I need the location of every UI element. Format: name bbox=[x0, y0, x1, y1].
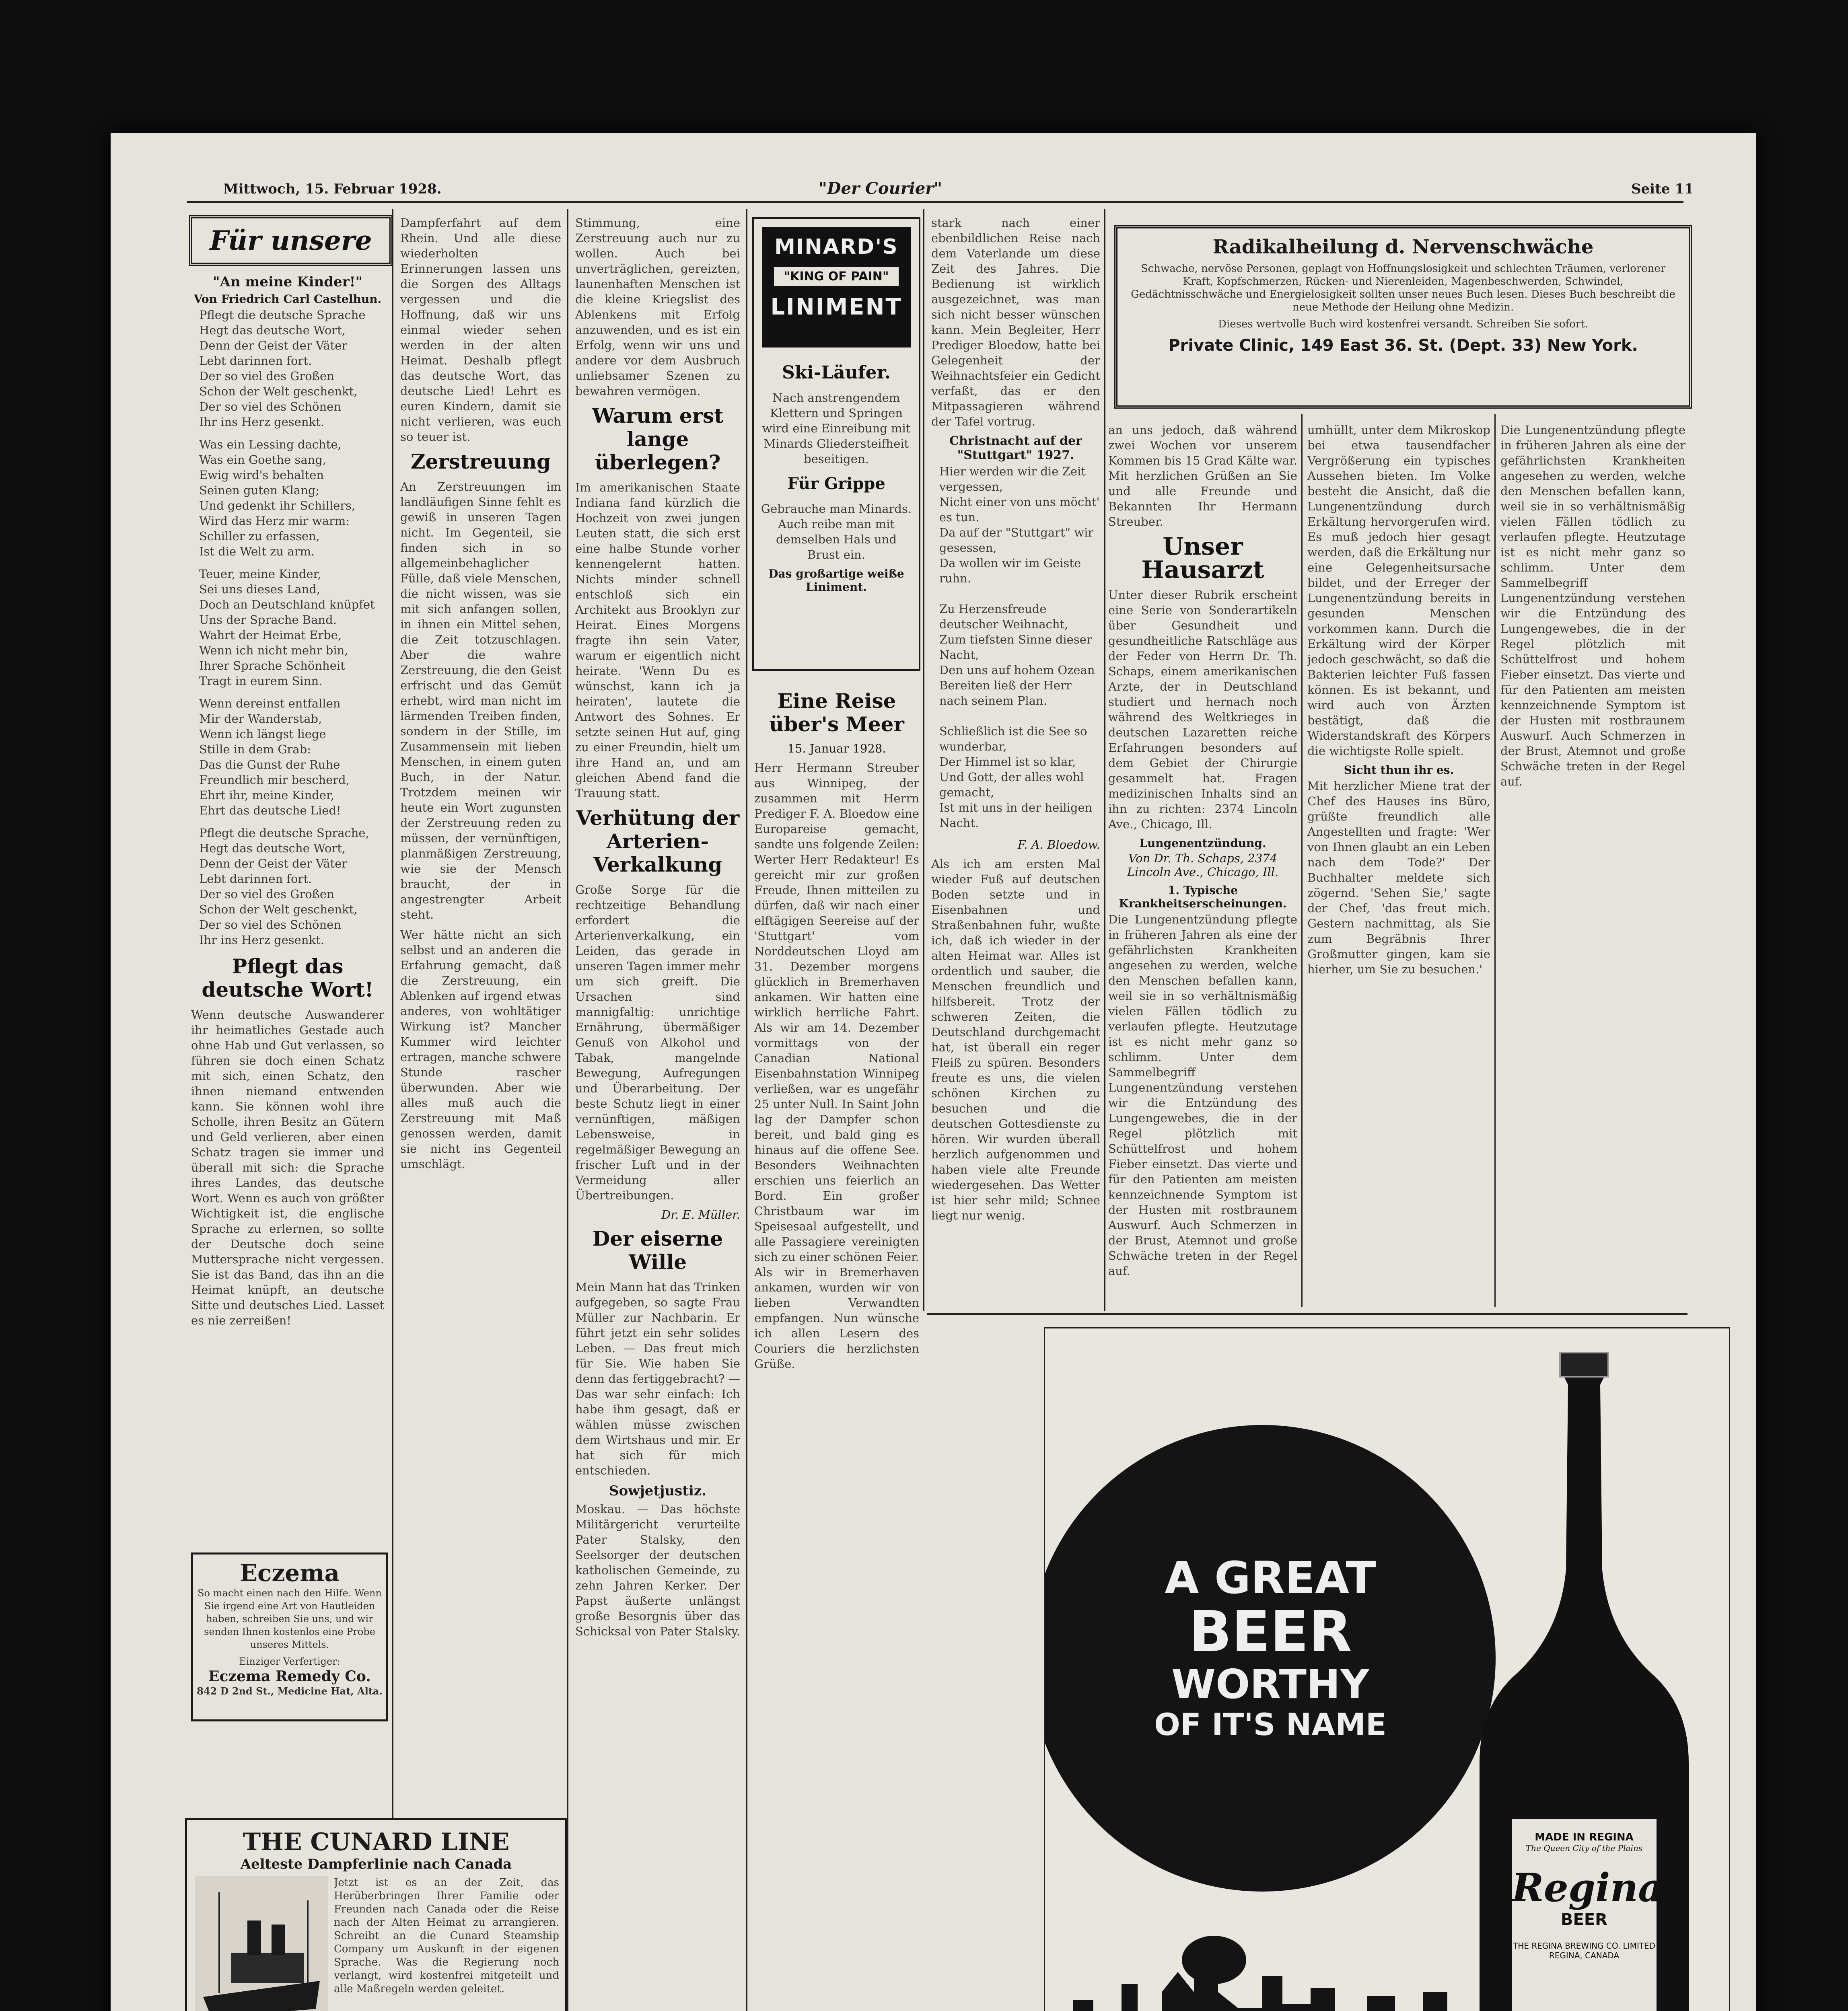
cunard-text bbox=[334, 1876, 559, 2011]
cunard-ad bbox=[185, 1818, 567, 2011]
article-section: Lungenentzündung. bbox=[1139, 837, 1266, 850]
poem-author: Von Friedrich Carl Castelhun. bbox=[193, 292, 382, 306]
steamship-illustration bbox=[195, 1876, 328, 2011]
label-bottom: THE REGINA BREWING CO. LIMITED REGINA, CANADA bbox=[1513, 1941, 1655, 1960]
nerves-ad bbox=[1114, 225, 1692, 409]
poem-stanza: Pflegt die deutsche Sprache Hegt das deutsche Wort, Denn der Geist der Väter Lebt darinnen fort. Der so viel des Großen Schon der Welt geschenkt, Der so viel des Schönen Ihr ins Herz gesenkt. bbox=[199, 308, 366, 429]
column-rule bbox=[392, 209, 393, 2011]
headline-line-3: WORTHY bbox=[1171, 1661, 1370, 1708]
poem-title: "An meine Kinder!" bbox=[212, 274, 363, 290]
poem-stanza: Teuer, meine Kinder, Sei uns dieses Land, Doch an Deutschland knüpfet Uns der Sprache Band. Wahrt der Heimat Erbe, Wenn ich nicht mehr bin, Ihrer Sprache Schönheit Tragt in eurem Sinn. bbox=[199, 567, 375, 688]
poem-text: Hier werden wir die Zeit vergessen, Nicht einer von uns möcht' es tun. Da auf der "Stuttgart" wir gesessen, Da wollen wir im Geiste ruhn. Zu Herzensfreude deutscher Weihnacht, Zum tiefsten Sinne dieser Nacht, Den uns auf hohem Ozean Bereiten ließ der Herr nach seinem Plan. Schließlich ist die See so wunderbar, Der Himmel ist so klar, Und Gott, der alles wohl gemacht, Ist mit uns in der heiligen Nacht. bbox=[939, 465, 1100, 830]
column-4 bbox=[754, 684, 919, 2011]
label-top: MADE IN REGINA bbox=[1535, 1831, 1634, 1843]
column-7 bbox=[1307, 422, 1490, 1307]
article-body: Wenn deutsche Auswanderer ihr heimatliches Gestade auch ohne Hab und Gut verlassen, so führen sie doch einen Schatz mit sich, einen Schatz, den ihnen niemand entwenden kann. Sie können wohl ihre Scholle, ihren Besitz an Gütern und Geld verlieren, aber einen Schatz tragen sie immer und überall mit sich: die Sprache ihres Landes, das deutsche Wort. Wenn es auch von größter Wichtigkeit ist, die englische Sprache zu erlernen, so sollte der Deutsche doch seine Muttersprache nicht vergessen. Sie ist das Band, das ihn an die Heimat knüpft, an deutsche Sitte und deutsches Lied. Lasset es nie zerreißen! bbox=[191, 1008, 384, 1327]
paper-name: "Der Courier" bbox=[819, 179, 943, 198]
article-body: Stimmung, eine Zerstreuung auch nur zu wollen. Auch bei unverträglichen, gereizten, launenhaften Menschen ist die kleine Kriegslist des Ablenkens mit Erfolg anzuwenden, und es ist ein Erfolg, wenn wir uns und andere vor dem Ausbruch unliebsamer Szenen zu bewahren vermögen. bbox=[575, 216, 740, 398]
headline-line-2: BEER bbox=[1189, 1599, 1352, 1665]
minards-ad bbox=[752, 217, 920, 671]
poem-title: Christnacht auf der "Stuttgart" 1927. bbox=[949, 434, 1082, 462]
article-body: umhüllt, unter dem Mikroskop bei etwa tausendfacher Vergrößerung ein typisches Aussehen bieten. Im Volke besteht die Ansicht, daß die Lungenentzündung durch Erkältung hervorgerufen wird. Es muß jedoch hier gesagt werden, daß die Erkältung nur eine Gelegenheitsursache bildet, und der Erreger der Lungenentzündung bereits in gesunden Menschen vorkommen kann. Durch die Erkältung wird der Körper jedoch geschwächt, so daß die Bakterien leichter Fuß fassen können. Es ist bekannt, und wird auch von Ärzten bestätigt, daß die Widerstandskraft des Körpers die wichtigste Rolle spielt. bbox=[1307, 423, 1490, 758]
poem-stanza: Wenn dereinst entfallen Mir der Wanderstab, Wenn ich längst liege Stille in dem Grab: Das die Gunst der Ruhe Freundlich mir bescherd, Ehrt ihr, meine Kinder, Ehrt das deutsche Lied! bbox=[199, 697, 350, 817]
minards-paragraph: Nach anstrengendem Klettern und Springen wird eine Einreibung mit Minards Gliedersteifheit beseitigen. bbox=[762, 391, 911, 466]
issue-date: Mittwoch, 15. Februar 1928. bbox=[223, 181, 442, 197]
cunard-subtitle: Aelteste Dampferlinie nach Canada bbox=[240, 1856, 512, 1872]
bottle-label bbox=[1512, 1827, 1663, 1960]
label-sub: The Queen City of the Plains bbox=[1525, 1843, 1643, 1853]
article-heading: Verhütung der Arterien-Verkalkung bbox=[576, 806, 740, 876]
nerves-address: Private Clinic, 149 East 36. St. (Dept. 33) New York. bbox=[1168, 336, 1638, 355]
column-8 bbox=[1500, 422, 1685, 1307]
minards-text bbox=[760, 356, 913, 661]
eczema-maker-label: Einziger Verfertiger: bbox=[239, 1656, 340, 1667]
article-heading: Unser Hausarzt bbox=[1141, 533, 1264, 584]
beer-headline bbox=[1069, 1554, 1471, 1743]
cunard-paragraph: Jetzt ist es an der Zeit, das Herüberbringen Ihrer Familie oder Freunden nach Canada oder die Reise nach der Alten Heimat zu arrangieren. Schreibt an die Cunard Steamship Company um Auskunft in der eigenen Sprache. Was die Regierung noch verlangt, wird kostenfrei mitgeteilt und alle Maßregeln werden geleitet. bbox=[334, 1877, 559, 1995]
article-heading: Warum erst lange überlegen? bbox=[592, 404, 724, 474]
column-rule bbox=[746, 209, 747, 2011]
article-signature: Dr. E. Müller. bbox=[661, 1208, 740, 1221]
column-rule bbox=[1301, 414, 1303, 1307]
anecdote-title: Sicht thun ihr es. bbox=[1344, 763, 1454, 777]
article-heading: Sowjetjustiz. bbox=[609, 1483, 707, 1499]
article-body: Im amerikanischen Staate Indiana fand kürzlich die Hochzeit von zwei jungen Leuten statt, die sich erst eine halbe Stunde vorher kennengelernt hatten. Nichts minder schnell entschloß sich ein Architekt aus Brooklyn zur Heirat. Eines Morgens fragte ihn sein Vater, warum er eigentlich nicht heirate. 'Wenn Du es wünschst, kann ich ja heiraten', lautete die Antwort des Sohnes. Er setzte seinen Hut auf, ging zu einer Freundin, hielt um ihre Hand an, und am gleichen Abend fand die Trauung statt. bbox=[575, 481, 740, 800]
label-beer: BEER bbox=[1561, 1910, 1607, 1929]
article-body: Dampferfahrt auf dem Rhein. Und alle diese wiederholten Erinnerungen lassen uns die Sorgen des Alltags vergessen und die Hoffnung, daß wir uns einmal wieder sehen werden in der alten Heimat. Deshalb pflegt das deutsche Wort, das deutsche Lied! Lehrt es euren Kindern, damit sie nicht verlieren, was euch so teuer ist. bbox=[400, 216, 561, 444]
article-heading: Eine Reise über's Meer bbox=[769, 689, 904, 736]
column-rule bbox=[1104, 209, 1105, 1311]
minards-word: LINIMENT bbox=[770, 294, 902, 320]
article-heading: Der eiserne Wille bbox=[592, 1227, 723, 1274]
column-rule bbox=[1494, 414, 1496, 1307]
women-section-banner bbox=[189, 215, 393, 266]
minards-heading: Ski-Läufer. bbox=[782, 362, 891, 383]
label-brand: Regina bbox=[1512, 1865, 1663, 1910]
page-number: Seite 11 bbox=[1631, 181, 1694, 197]
minards-logo bbox=[762, 227, 911, 348]
nerves-text2: Dieses wertvolle Buch wird kostenfrei versandt. Schreiben Sie sofort. bbox=[1218, 318, 1588, 330]
eczema-ad bbox=[191, 1552, 388, 1721]
article-intro: Unter dieser Rubrik erscheint eine Serie von Sonderartikeln über Gesundheit und gesundheitliche Ratschläge aus der Feder von Herrn Dr. Th. Schaps, einem amerikanischen Arzte, der in Deutschland studiert und hernach noch während des Weltkrieges in deutschen Lazaretten reiche Erfahrungen besonders auf dem Gebiet der Chirurgie gesammelt hat. Fragen medizinischen Inhalts sind an ihn zu richten: 2374 Lincoln Ave., Chicago, Ill. bbox=[1108, 588, 1297, 831]
anecdote-body: Mit herzlicher Miene trat der Chef des Hauses ins Büro, grüßte freundlich alle Angestellten und fragte: 'Wer von Ihnen glaubt an ein Leben nach dem Tode?' Der Buchhalter meldete sich zögernd. 'Sehen Sie,' sagte der Chef, 'das freut mich. Gestern nachmittag, als Sie zum Begräbnis Ihrer Großmutter gingen, kam sie hierher, um Sie zu besuchen.' bbox=[1307, 779, 1490, 976]
article-body: an uns jedoch, daß während zwei Wochen vor unserem Kommen bis 15 Grad Kälte war. Mit herzlichen Grüßen an Sie und alle Freunde und Bekannten Ihr Hermann Streuber. bbox=[1108, 423, 1297, 528]
column-1 bbox=[191, 271, 384, 1474]
column-rule bbox=[567, 209, 568, 2011]
article-body: Herr Hermann Streuber aus Winnipeg, der zusammen mit Herrn Prediger F. A. Bloedow eine Europareise gemacht, sandte uns folgende Zeilen: Werter Herr Redakteur! Es gereicht mir zur großen Freude, Ihnen mitteilen zu dürfen, daß wir nach einer elftägigen Seereise auf der 'Stuttgart' vom Norddeutschen Lloyd am 31. Dezember morgens glücklich in Bremerhaven ankamen. Wir hatten eine wirklich herrliche Fahrt. Als wir am 14. Dezember vormittags von der Canadian National Eisenbahnstation Winnipeg verließen, war es ungefähr 25 unter Null. In Saint John lag der Dampfer schon bereit, und bald ging es hinaus auf die offene See. Besonders Weihnachten erschien uns feierlich an Bord. Ein großer Christbaum war im Speisesaal aufgestellt, und alle Passagiere vereinigten sich zu einer schönen Feier. Als wir in Bremerhaven ankamen, wurden wir von lieben Verwandten empfangen. Nun wünsche ich allen Lesern des Couriers die herzlichsten Grüße. bbox=[754, 761, 919, 1371]
column-6 bbox=[1108, 422, 1297, 1307]
article-subheading: 1. Typische Krankheitserscheinungen. bbox=[1119, 884, 1287, 910]
article-body: An Zerstreuungen im landläufigen Sinne fehlt es gewiß in unseren Tagen nicht. Im Gegenteil, sie finden sich in so allgemeinbehaglicher Fülle, daß viele Menschen, die nicht wissen, was sie mit sich anfangen sollen, in ihnen ein Mittel sehen, die Zeit totzuschlagen. Aber die wahre Zerstreuung, die den Geist erfrischt und das Gemüt erhebt, wird man nicht im lärmenden Treiben finden, sondern in der Stille, im Zusammensein mit lieben Menschen, in einem guten Buch, in der Natur. Trotzdem meinen wir heute ein Wort zugunsten der Zerstreuung reden zu müssen, der vernünftigen, planmäßigen Zerstreuung, wie sie der Mensch braucht, der in angestrengter Arbeit steht. bbox=[400, 480, 561, 921]
newspaper-page bbox=[111, 133, 1756, 2011]
column-5 bbox=[931, 215, 1100, 1309]
banner-title: Für unsere bbox=[210, 225, 372, 256]
column-2 bbox=[400, 215, 561, 1808]
minards-brand: MINARD'S bbox=[774, 235, 898, 259]
minards-tag: "KING OF PAIN" bbox=[774, 267, 899, 286]
article-body: Die Lungenentzündung pflegte in früheren Jahren als eine der gefährlichsten Krankheiten angesehen zu werden, welche den Menschen befallen kann, weil sie in so verhältnismäßig vielen Fällen tödlich zu verlaufen pflegte. Heutzutage ist es nicht mehr ganz so schlimm. Unter dem Sammelbegriff Lungenentzündung verstehen wir die Entzündung des Lungengewebes, die in der Regel plötzlich mit Schüttelfrost und hohem Fieber einsetzt. Das vierte und für den Patienten am meisten kennzeichnende Symptom ist der Husten mit rostbraunem Auswurf. Auch Schmerzen in der Brust, Atemnot und große Schwäche treten in der Regel auf. bbox=[1500, 423, 1685, 788]
cunard-title: THE CUNARD LINE bbox=[243, 1828, 510, 1856]
nerves-title: Radikalheilung d. Nervenschwäche bbox=[1212, 236, 1594, 258]
eczema-title: Eczema bbox=[239, 1559, 340, 1587]
column-rule bbox=[923, 209, 924, 1311]
poem-stanza: Pflegt die deutsche Sprache, Hegt das deutsche Wort, Denn der Geist der Väter Lebt darinnen fort. Der so viel des Großen Schon der Welt geschenkt, Der so viel des Schönen Ihr ins Herz gesenkt. bbox=[199, 826, 369, 947]
poem-stanza: Was ein Lessing dachte, Was ein Goethe sang, Ewig wird's behalten Seinen guten Klang; Und gedenkt ihr Schillers, Wird das Herz mir warm: Schiller zu erfassen, Ist die Welt zu arm. bbox=[199, 438, 356, 558]
headline-line-1: A GREAT bbox=[1165, 1552, 1376, 1604]
minards-heading: Für Grippe bbox=[787, 474, 885, 493]
nerves-text: Schwache, nervöse Personen, geplagt von Hoffnungslosigkeit und schlechten Träumen, verlorener Kraft, Kopfschmerzen, Rücken- und Nierenleiden, Magenbeschwerden, Schwindel, Gedächtnisschwäche und Energielosigkeit sollten unser neues Buch lesen. Dieses Buch beschreibt die neue Methode der Heilung ohne Medizin. bbox=[1131, 263, 1675, 313]
section-rule bbox=[927, 1313, 1687, 1315]
article-heading: Pflegt das deutsche Wort! bbox=[202, 954, 374, 1001]
poem-signature: F. A. Bloedow. bbox=[1017, 838, 1100, 851]
article-heading: Zerstreuung bbox=[410, 450, 551, 473]
minards-paragraph: Gebrauche man Minards. Auch reibe man mit demselben Hals und Brust ein. bbox=[761, 502, 912, 561]
eczema-maker: Eczema Remedy Co. bbox=[208, 1668, 371, 1685]
column-3 bbox=[575, 215, 740, 2011]
headline-line-4: OF IT'S NAME bbox=[1154, 1707, 1387, 1742]
article-body: stark nach einer ebenbildlichen Reise nach dem Vaterlande um diese Zeit des Jahres. Die Bedienung ist wirklich ausgezeichnet, was man sich nicht besser wünschen kann. Mein Begleiter, Herr Prediger Bloedow, hatte bei Gelegenheit der Weihnachtsfeier ein Gedicht verfaßt, das er den Mitpassagieren während der Tafel vortrug. bbox=[931, 216, 1100, 428]
article-date: 15. Januar 1928. bbox=[787, 742, 886, 755]
article-body: Mein Mann hat das Trinken aufgegeben, so sagte Frau Müller zur Nachbarin. Er führt jetzt ein sehr solides Leben. — Das freut mich für Sie. Wie haben Sie denn das fertiggebracht? — Das war sehr einfach: Ich habe ihm gesagt, daß er wählen müsse zwischen dem Wirtshaus und mir. Er hat sich für mich entschieden. bbox=[575, 1280, 740, 1477]
article-body: Wer hätte nicht an sich selbst und an anderen die Erfahrung gemacht, daß die Zerstreuung, ein Ablenken auf irgend etwas anderes, von wohltätiger Wirkung ist? Mancher Kummer wird leichter ertragen, manche schwere Stunde rascher überwunden. Aber wie alles muß auch die Zerstreuung mit Maß genossen werden, damit sie nicht ins Gegenteil umschlägt. bbox=[400, 928, 561, 1171]
article-body: Die Lungenentzündung pflegte in früheren Jahren als eine der gefährlichsten Krankheiten angesehen zu werden, welche den Menschen befallen kann, weil sie in so verhältnismäßig vielen Fällen tödlich zu verlaufen pflegte. Heutzutage ist es nicht mehr ganz so schlimm. Unter dem Sammelbegriff Lungenentzündung verstehen wir die Entzündung des Lungengewebes, die in der Regel plötzlich mit Schüttelfrost und hohem Fieber einsetzt. Das vierte und für den Patienten am meisten kennzeichnende Symptom ist der Husten mit rostbraunem Auswurf. Auch Schmerzen in der Brust, Atemnot und große Schwäche treten in der Regel auf. bbox=[1108, 913, 1297, 1278]
masthead-rule bbox=[187, 201, 1683, 203]
article-body: Als ich am ersten Mal wieder Fuß auf deutschen Boden setzte und in Eisenbahnen und Straßenbahnen fuhr, wußte ich, daß ich wieder in der alten Heimat war. Alles ist ordentlich und sauber, die Menschen freundlich und hilfsbereit. Trotz der schweren Zeiten, die Deutschland durchgemacht hat, ist überall ein reger Fleiß zu spüren. Besonders freute es uns, die vielen schönen Kirchen zu besuchen und die deutschen Gottesdienste zu hören. Wir wurden überall herzlich aufgenommen und haben viele alte Freunde wiedergesehen. Das Wetter ist hier sehr mild; Schnee liegt nur wenig. bbox=[931, 857, 1100, 1222]
eczema-text: So macht einen nach den Hilfe. Wenn Sie irgend eine Art von Hautleiden haben, schreiben Sie uns, und wir senden Ihnen kostenlos eine Probe unseres Mittels. bbox=[198, 1587, 382, 1650]
eczema-address: 842 D 2nd St., Medicine Hat, Alta. bbox=[197, 1685, 383, 1697]
minards-tagline: Das großartige weiße Liniment. bbox=[768, 567, 904, 594]
article-body: Moskau. — Das höchste Militärgericht verurteilte Pater Stalsky, den Seelsorger der deutschen katholischen Gemeinde, zu zehn Jahren Kerker. Der Papst äußerte unlängst große Besorgnis über das Schicksal von Pater Stalsky. bbox=[575, 1502, 740, 1638]
article-body: Große Sorge für die rechtzeitige Behandlung erfordert die Arterienverkalkung, ein Leiden, das gerade in unseren Tagen immer mehr um sich greift. Die Ursachen sind mannigfaltig: unrichtige Ernährung, übermäßiger Genuß von Alkohol und Tabak, mangelnde Bewegung, Aufregungen und Überarbeitung. Der beste Schutz liegt in einer vernünftigen, mäßigen Lebensweise, in regelmäßiger Bewegung an frischer Luft und in der Vermeidung aller Übertreibungen. bbox=[575, 883, 740, 1202]
regina-beer-ad bbox=[1044, 1327, 1730, 2011]
article-signature: Von Dr. Th. Schaps, 2374 Lincoln Ave., Chicago, Ill. bbox=[1127, 851, 1279, 879]
